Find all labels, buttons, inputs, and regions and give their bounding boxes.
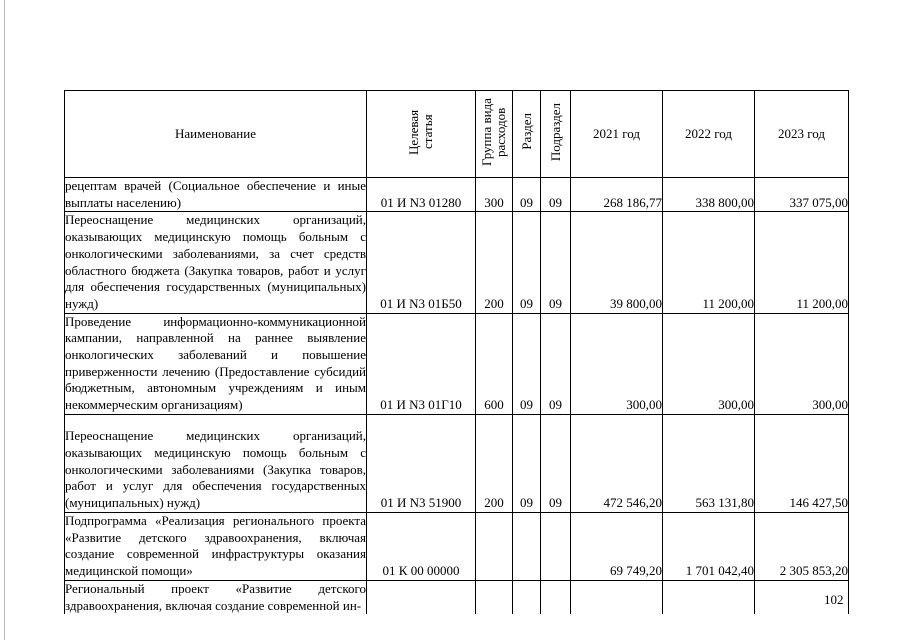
header-2022: 2022 год — [663, 91, 755, 178]
row-2021: 39 800,00 — [571, 212, 663, 313]
row-2021: 300,00 — [571, 313, 663, 414]
row-target-article: 01 И N3 51900 — [367, 414, 476, 512]
scan-edge-line — [4, 0, 5, 640]
row-name: Проведение информационно-коммуникационной кампании, направленной на раннее выявление онкологических заболеваний и повышение приверженности лечению (Предоставление субсидий бюджетным, автономным учреждениям и иным некоммерческим организациям) — [65, 313, 367, 414]
page-number: 102 — [824, 592, 844, 607]
row-2022: 300,00 — [663, 313, 755, 414]
row-2023: 300,00 — [755, 313, 849, 414]
row-target-article: 01 И N3 01Г10 — [367, 313, 476, 414]
row-section: 09 — [513, 178, 541, 212]
row-2022: 563 131,80 — [663, 414, 755, 512]
row-target-article: 01 К 00 00000 — [367, 512, 476, 580]
row-name: Переоснащение медицинских организаций, оказывающих медицинскую помощь больным с онкологическими заболеваниями, за счет средств областного бюджета (Закупка товаров, работ и услуг для обеспечения государственных (муниципальных) нужд) — [65, 212, 367, 313]
row-section: 09 — [513, 414, 541, 512]
row-2021: 472 546,20 — [571, 414, 663, 512]
row-2022: 11 200,00 — [663, 212, 755, 313]
header-expense-group: Группа вида расходов — [476, 91, 513, 178]
row-expense-group: 200 — [476, 414, 513, 512]
row-name: Подпрограмма «Реализация регионального проекта «Развитие детского здравоохранения, включая создание современной инфраструктуры оказания медицинской помощи» — [65, 512, 367, 580]
header-2021: 2021 год — [571, 91, 663, 178]
row-section: 09 — [513, 313, 541, 414]
header-target-article: Целевая статья — [367, 91, 476, 178]
table-row — [65, 313, 849, 414]
table-row — [65, 580, 849, 614]
row-2022: 1 701 042,40 — [663, 512, 755, 580]
row-2022: 338 800,00 — [663, 178, 755, 212]
row-name: Переоснащение медицинских организаций, оказывающих медицинскую помощь больным с онкологическими заболеваниями (Закупка товаров, работ и услуг для обеспечения государственных (муниципальных) нужд) — [65, 414, 367, 512]
row-expense-group: 300 — [476, 178, 513, 212]
row-2023: 146 427,50 — [755, 414, 849, 512]
row-2023: 2 305 853,20 — [755, 512, 849, 580]
row-2021: 69 749,20 — [571, 512, 663, 580]
row-2023: 11 200,00 — [755, 212, 849, 313]
table-row — [65, 414, 849, 512]
row-subsection — [541, 512, 571, 580]
row-subsection — [541, 580, 571, 614]
header-section: Раздел — [513, 91, 541, 178]
row-target-article: 01 И N3 01Б50 — [367, 212, 476, 313]
row-2021: 268 186,77 — [571, 178, 663, 212]
row-expense-group: 200 — [476, 212, 513, 313]
row-subsection: 09 — [541, 313, 571, 414]
row-name: рецептам врачей (Социальное обеспечение и иные выплаты населению) — [65, 178, 367, 212]
row-target-article — [367, 580, 476, 614]
row-expense-group — [476, 580, 513, 614]
table-row — [65, 512, 849, 580]
row-section — [513, 580, 541, 614]
row-section: 09 — [513, 212, 541, 313]
header-subsection: Подраздел — [541, 91, 571, 178]
table-row — [65, 178, 849, 212]
table-header-row — [65, 91, 849, 178]
budget-table — [64, 90, 849, 614]
row-subsection: 09 — [541, 414, 571, 512]
header-name: Наименование — [65, 91, 367, 178]
row-section — [513, 512, 541, 580]
row-subsection: 09 — [541, 178, 571, 212]
table-row — [65, 212, 849, 313]
row-subsection: 09 — [541, 212, 571, 313]
row-2023: 337 075,00 — [755, 178, 849, 212]
header-2023: 2023 год — [755, 91, 849, 178]
row-expense-group — [476, 512, 513, 580]
row-target-article: 01 И N3 01280 — [367, 178, 476, 212]
row-expense-group: 600 — [476, 313, 513, 414]
row-2022 — [663, 580, 755, 614]
row-2021 — [571, 580, 663, 614]
row-name: Региональный проект «Развитие детского здравоохранения, включая создание современной ин- — [65, 580, 366, 613]
